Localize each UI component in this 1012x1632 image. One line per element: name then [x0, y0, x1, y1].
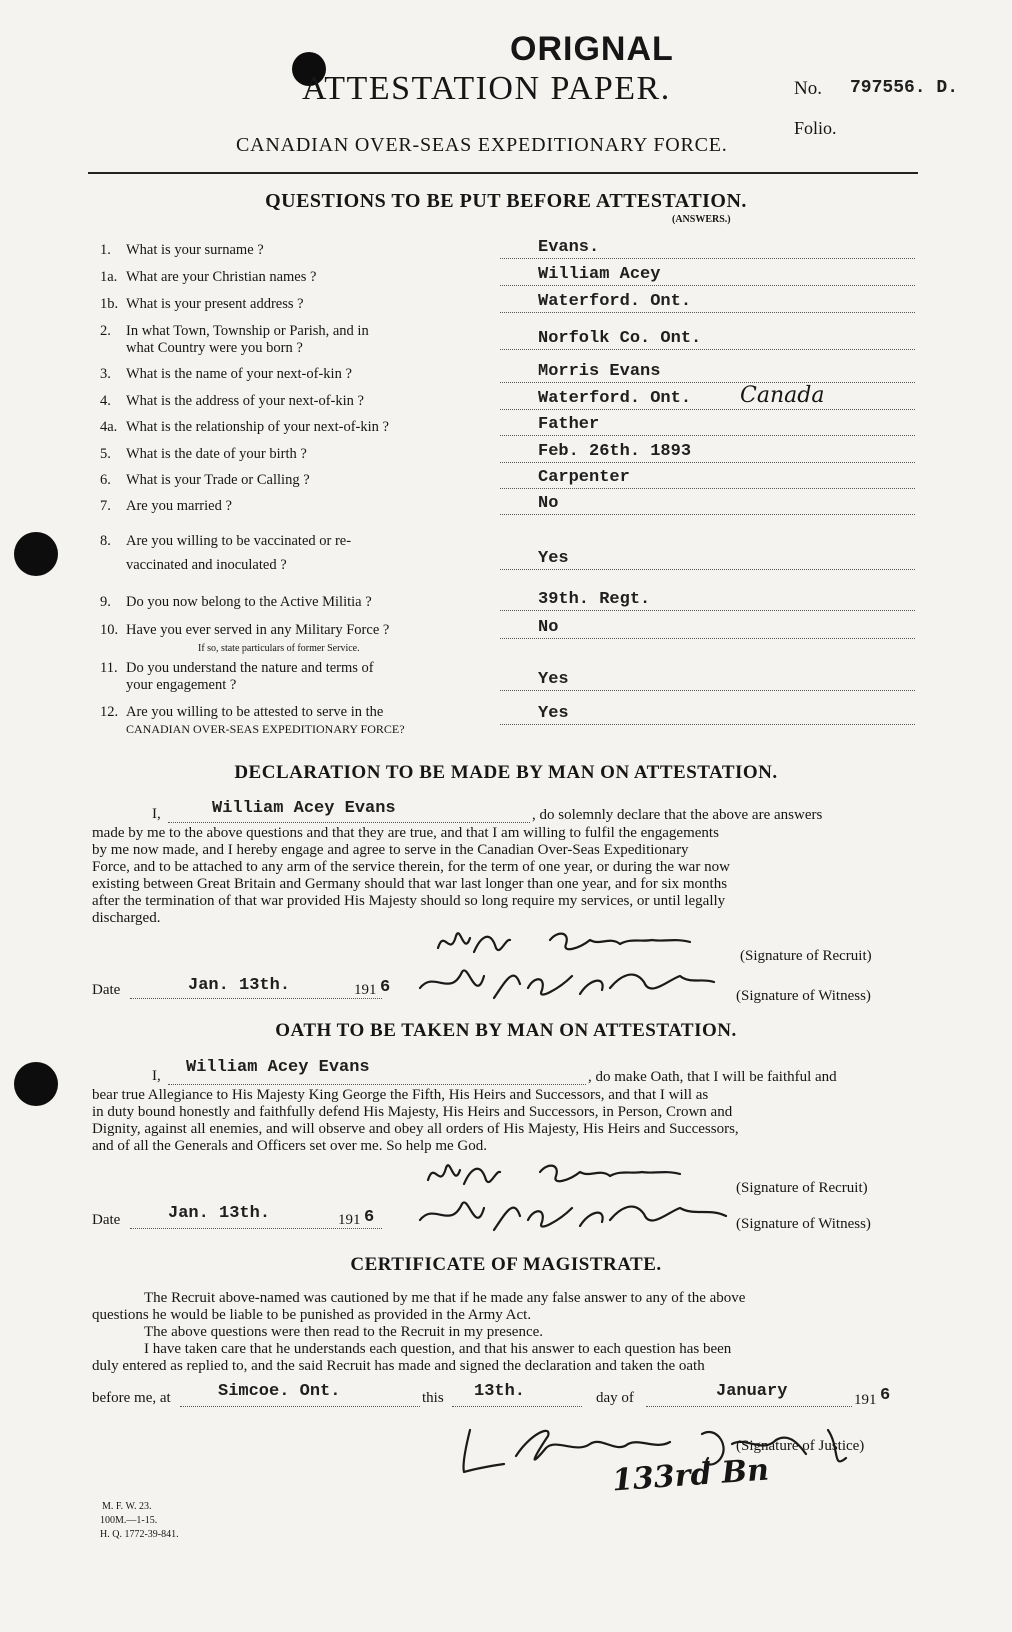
question-number: 4.: [100, 393, 111, 409]
question-10: [100, 622, 480, 657]
certificate-line: questions he would be liable to be punished as provided in the Army Act.: [92, 1307, 532, 1323]
question-5: [100, 446, 480, 463]
header-divider: [88, 172, 918, 174]
answer-birthplace[interactable]: [500, 327, 915, 350]
declaration-prefix: I,: [152, 806, 161, 822]
answer-text: Morris Evans: [538, 362, 661, 381]
declaration-date-value[interactable]: Jan. 13th.: [188, 976, 291, 995]
oath-prefix: I,: [152, 1068, 161, 1084]
answer-text: No: [538, 618, 559, 637]
certificate-before-label: before me, at: [92, 1390, 171, 1406]
answer-text: Carpenter: [538, 468, 630, 487]
question-number: 11.: [100, 660, 118, 676]
question-text: What are your Christian names ?: [126, 269, 317, 285]
question-text: what Country were you born ?: [126, 340, 303, 356]
answer-text: No: [538, 494, 559, 513]
question-text: Are you willing to be attested to serve in the: [126, 704, 384, 720]
answer-active-militia[interactable]: [500, 588, 915, 611]
folio-label: Folio.: [794, 118, 837, 138]
answer-next-of-kin[interactable]: [500, 360, 915, 383]
handwritten-unit: 133rd Bn: [610, 1452, 771, 1499]
question-text: If so, state particulars of former Service.: [198, 643, 360, 654]
question-8: [100, 529, 480, 577]
question-4: [100, 393, 480, 410]
certificate-line: duly entered as replied to, and the said Recruit has made and signed the declaration and taken the oath: [92, 1358, 705, 1374]
oath-year-suffix[interactable]: 6: [364, 1208, 375, 1227]
declaration-name[interactable]: William Acey Evans: [212, 799, 396, 818]
answer-trade[interactable]: [500, 466, 915, 489]
question-number: 9.: [100, 594, 111, 610]
answer-text: 39th. Regt.: [538, 590, 651, 609]
question-number: 1a.: [100, 269, 118, 285]
question-11: [100, 660, 480, 694]
certificate-this-label: this: [422, 1390, 444, 1406]
declaration-line: Force, and to be attached to any arm of the service therein, for the term of one year, or during the war now: [92, 859, 730, 875]
declaration-line: by me now made, and I hereby engage and agree to serve in the Canadian Over-Seas Expeditionary: [92, 842, 689, 858]
witness-signature-2: [410, 1188, 750, 1248]
certificate-line: The above questions were then read to the Recruit in my presence.: [144, 1324, 544, 1340]
certificate-day-of-label: day of: [596, 1390, 634, 1406]
question-12: [100, 704, 480, 738]
number-value: 797556. D.: [850, 78, 959, 98]
certificate-place-line: [180, 1406, 420, 1407]
answer-present-address[interactable]: [500, 290, 915, 313]
oath-year-prefix: 191: [338, 1212, 361, 1228]
answer-willing-to-attest[interactable]: [500, 702, 915, 725]
certificate-justice-label: (Signature of Justice): [736, 1438, 865, 1454]
oath-line-text: bear true Allegiance to His Majesty King George the Fifth, His Heirs and Successors, and that I will as: [92, 1087, 709, 1103]
answer-text: Yes: [538, 549, 569, 568]
oath-date-label: Date: [92, 1212, 121, 1228]
question-text: In what Town, Township or Parish, and in: [126, 323, 369, 339]
declaration-witness-label: (Signature of Witness): [736, 988, 871, 1004]
answer-date-of-birth[interactable]: [500, 440, 915, 463]
answer-text: Norfolk Co. Ont.: [538, 329, 702, 348]
certificate-year-prefix: 191: [854, 1392, 877, 1408]
oath-body: [92, 1087, 914, 1155]
question-text: What is your surname ?: [126, 242, 264, 258]
oath-line: Dignity, against all enemies, and will observe and obey all orders of His Majesty, His Heirs and Successors,: [92, 1121, 739, 1137]
question-text: What is the address of your next-of-kin ?: [126, 393, 364, 409]
declaration-name-line: [168, 822, 530, 823]
question-text: What is the name of your next-of-kin ?: [126, 366, 352, 382]
question-9: [100, 594, 480, 611]
question-4a: [100, 419, 480, 436]
answer-text: Waterford. Ont.: [538, 292, 692, 311]
declaration-heading: DECLARATION TO BE MADE BY MAN ON ATTESTATION.: [234, 762, 778, 783]
declaration-line: made by me to the above questions and that they are true, and that I am willing to fulfil the engagements: [92, 825, 719, 841]
answer-vaccinated[interactable]: [500, 547, 915, 570]
question-text: Have you ever served in any Military Force ?: [126, 622, 390, 638]
declaration-date-label: Date: [92, 982, 121, 998]
answer-understand-terms[interactable]: [500, 668, 915, 691]
oath-line: [92, 1087, 914, 1104]
question-text: Are you willing to be vaccinated or re-: [126, 533, 352, 549]
certificate-heading: CERTIFICATE OF MAGISTRATE.: [350, 1254, 662, 1275]
answer-text: Waterford. Ont.: [538, 389, 692, 408]
answer-text: Yes: [538, 704, 569, 723]
question-text: What is the date of your birth ?: [126, 446, 307, 462]
answer-text: Evans.: [538, 238, 600, 257]
footer-form-code: M. F. W. 23.: [102, 1501, 152, 1512]
answer-military-service[interactable]: [500, 616, 915, 639]
declaration-line: discharged.: [92, 910, 161, 926]
question-text: What is your Trade or Calling ?: [126, 472, 310, 488]
question-number: 12.: [100, 704, 119, 720]
punch-hole: [14, 532, 58, 576]
question-text: your engagement ?: [126, 677, 237, 693]
certificate-line: The Recruit above-named was cautioned by me that if he made any false answer to any of the above: [144, 1290, 746, 1306]
page-subtitle: CANADIAN OVER-SEAS EXPEDITIONARY FORCE.: [236, 134, 728, 156]
question-1b: [100, 296, 480, 313]
question-number: 8.: [100, 533, 111, 549]
questions-heading: QUESTIONS TO BE PUT BEFORE ATTESTATION.: [265, 190, 747, 212]
question-1a: [100, 269, 480, 286]
declaration-line: existing between Great Britain and Germany should that war last longer than one year, and for six months: [92, 876, 728, 892]
question-2: [100, 323, 480, 357]
question-7: [100, 498, 480, 515]
certificate-place[interactable]: Simcoe. Ont.: [218, 1382, 341, 1401]
oath-name-line: [168, 1084, 586, 1085]
oath-date-value[interactable]: Jan. 13th.: [168, 1204, 271, 1223]
original-stamp: ORIGNAL: [510, 30, 674, 68]
answer-text: Yes: [538, 670, 569, 689]
punch-hole: [14, 1062, 58, 1106]
certificate-body: [92, 1290, 914, 1375]
certificate-day-line: [452, 1406, 582, 1407]
number-label: No.: [794, 78, 822, 99]
page-title: ATTESTATION PAPER.: [302, 70, 671, 107]
question-text: What is the relationship of your next-of-kin ?: [126, 419, 389, 435]
question-number: 5.: [100, 446, 111, 462]
question-text: vaccinated and inoculated ?: [126, 557, 287, 573]
question-1: [100, 242, 480, 259]
certificate-month[interactable]: January: [716, 1382, 788, 1401]
oath-heading: OATH TO BE TAKEN BY MAN ON ATTESTATION.: [275, 1020, 737, 1041]
question-number: 2.: [100, 323, 111, 339]
question-number: 1b.: [100, 296, 119, 312]
answer-surname[interactable]: [500, 236, 915, 259]
question-text: Do you now belong to the Active Militia ?: [126, 594, 372, 610]
question-text: What is your present address ?: [126, 296, 304, 312]
footer-print-run: 100M.—1-15.: [100, 1515, 158, 1526]
question-text: CANADIAN OVER-SEAS EXPEDITIONARY FORCE?: [126, 722, 405, 736]
declaration-year-suffix[interactable]: 6: [380, 978, 391, 997]
question-number: 10.: [100, 622, 119, 638]
question-number: 4a.: [100, 419, 118, 435]
question-number: 6.: [100, 472, 111, 488]
answer-text: Father: [538, 415, 600, 434]
oath-line: in duty bound honestly and faithfully defend His Majesty, His Heirs and Successors, in Person, Crown and: [92, 1104, 733, 1120]
oath-line-1: , do make Oath, that I will be faithful and: [588, 1069, 837, 1085]
answers-label: (ANSWERS.): [672, 214, 731, 225]
oath-line: and of all the Generals and Officers set over me. So help me God.: [92, 1138, 488, 1154]
certificate-line: I have taken care that he understands each question, and that his answer to each question has been: [144, 1341, 732, 1357]
answer-text: Feb. 26th. 1893: [538, 442, 692, 461]
handwritten-country: Canada: [740, 383, 825, 408]
answer-relationship[interactable]: [500, 413, 915, 436]
question-text: Do you understand the nature and terms of: [126, 660, 374, 676]
answer-married[interactable]: [500, 492, 915, 515]
question-3: [100, 366, 480, 383]
declaration-line: after the termination of that war provided His Majesty should so long require my services, or until legally: [92, 893, 726, 909]
certificate-day[interactable]: 13th.: [474, 1382, 526, 1401]
question-text: Are you married ?: [126, 498, 232, 514]
declaration-line-1: , do solemnly declare that the above are answers: [532, 807, 823, 823]
oath-name[interactable]: William Acey Evans: [186, 1058, 370, 1077]
oath-recruit-label: (Signature of Recruit): [736, 1180, 868, 1196]
question-number: 7.: [100, 498, 111, 514]
declaration-body: [92, 825, 914, 927]
witness-signature-1: [410, 958, 730, 1013]
certificate-year-suffix[interactable]: 6: [880, 1386, 891, 1405]
declaration-date-line: [130, 998, 382, 999]
declaration-year-prefix: 191: [354, 982, 377, 998]
footer-hq-ref: H. Q. 1772-39-841.: [100, 1529, 179, 1540]
declaration-recruit-label: (Signature of Recruit): [740, 948, 872, 964]
question-number: 1.: [100, 242, 111, 258]
question-6: [100, 472, 480, 489]
certificate-month-line: [646, 1406, 852, 1407]
answer-christian-names[interactable]: [500, 263, 915, 286]
answer-next-of-kin-address[interactable]: [500, 383, 915, 410]
question-number: 3.: [100, 366, 111, 382]
oath-witness-label: (Signature of Witness): [736, 1216, 871, 1232]
answer-text: William Acey: [538, 265, 661, 284]
